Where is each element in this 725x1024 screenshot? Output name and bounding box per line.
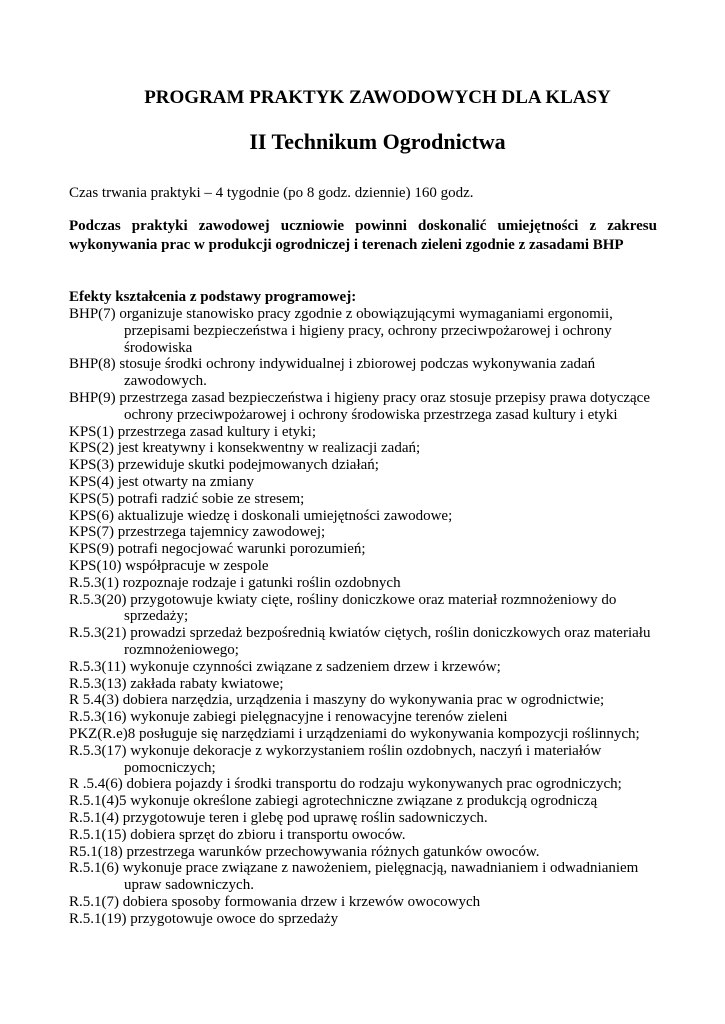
list-item <box>69 776 669 793</box>
list-item <box>69 676 669 693</box>
intro-line: Podczas praktyki zawodowej uczniowie powinni doskonalić umiejętności z zakresu <box>69 218 657 234</box>
effect-text-continuation: sprzedaży; <box>124 608 189 625</box>
list-item <box>69 810 669 827</box>
effects-list <box>69 306 669 927</box>
effect-text-continuation: pomocniczych; <box>124 759 216 776</box>
effect-text: R 5.4(3) dobiera narzędzia, urządzenia i maszyny do wykonywania prac w ogrodnictwie; <box>69 692 605 709</box>
list-item <box>69 424 669 441</box>
effect-text: R.5.3(20) przygotowuje kwiaty cięte, rośliny doniczkowe oraz materiał rozmnożeniowy do <box>69 591 617 608</box>
effect-text-continuation: ochrony przeciwpożarowej i ochrony środowiska przestrzega zasad kultury i etyki <box>124 406 618 423</box>
effect-text: KPS(6) aktualizuje wiedzę i doskonali umiejętności zawodowe; <box>69 507 453 524</box>
page-title: PROGRAM PRAKTYK ZAWODOWYCH DLA KLASY <box>144 87 611 108</box>
list-item <box>69 440 669 457</box>
list-item <box>69 474 669 491</box>
list-item <box>69 911 669 928</box>
list-item <box>69 390 669 424</box>
list-item <box>69 844 669 861</box>
list-item <box>69 726 669 743</box>
list-item <box>69 491 669 508</box>
effect-text: R.5.3(17) wykonuje dekoracje z wykorzystaniem roślin ozdobnych, naczyń i materiałów <box>69 742 602 759</box>
effect-text: PKZ(R.e)8 posługuje się narzędziami i urządzeniami do wykonywania kompozycji roślinnych; <box>69 725 640 742</box>
effect-text-continuation: rozmnożeniowego; <box>124 641 239 658</box>
effect-text: R.5.1(6) wykonuje prace związane z nawożeniem, pielęgnacją, nawadnianiem i odwadnianiem <box>69 860 639 877</box>
effect-text: KPS(9) potrafi negocjować warunki porozumień; <box>69 541 366 558</box>
effect-text: BHP(9) przestrzega zasad bezpieczeństwa i higieny pracy oraz stosuje przepisy prawa dotyczące <box>69 389 650 406</box>
effect-text: R.5.3(1) rozpoznaje rodzaje i gatunki roślin ozdobnych <box>69 574 401 591</box>
list-item <box>69 356 669 390</box>
effect-text: R.5.1(19) przygotowuje owoce do sprzedaży <box>69 910 339 927</box>
list-item <box>69 575 669 592</box>
effect-text: KPS(3) przewiduje skutki podejmowanych działań; <box>69 457 379 474</box>
list-item <box>69 524 669 541</box>
intro-paragraph <box>69 217 657 255</box>
effect-text: BHP(8) stosuje środki ochrony indywidualnej i zbiorowej podczas wykonywania zadań <box>69 356 596 373</box>
list-item <box>69 625 669 659</box>
effect-text: R.5.1(15) dobiera sprzęt do zbioru i transportu owoców. <box>69 826 406 843</box>
effect-text-continuation: środowiska <box>124 339 193 356</box>
effect-text: KPS(2) jest kreatywny i konsekwentny w realizacji zadań; <box>69 440 421 457</box>
list-item <box>69 709 669 726</box>
effect-text: R.5.3(11) wykonuje czynności związane z sadzeniem drzew i krzewów; <box>69 658 501 675</box>
page-subtitle: II Technikum Ogrodnictwa <box>249 129 506 154</box>
duration-text: Czas trwania praktyki – 4 tygodnie (po 8 godz. dziennie) 160 godz. <box>69 185 474 201</box>
effect-text: KPS(10) współpracuje w zespole <box>69 557 269 574</box>
effect-text: KPS(4) jest otwarty na zmiany <box>69 473 254 490</box>
effect-text: R.5.3(21) prowadzi sprzedaż bezpośrednią kwiatów ciętych, roślin doniczkowych oraz materiału <box>69 625 651 642</box>
intro-line: wykonywania prac w produkcji ogrodniczej i terenach zieleni zgodnie z zasadami BHP <box>69 237 624 253</box>
effect-text-continuation: zawodowych. <box>124 373 207 390</box>
list-item <box>69 659 669 676</box>
list-item <box>69 827 669 844</box>
list-item <box>69 860 669 894</box>
effect-text: R.5.3(13) zakłada rabaty kwiatowe; <box>69 675 284 692</box>
list-item <box>69 457 669 474</box>
effect-text-continuation: upraw sadowniczych. <box>124 877 254 894</box>
effect-text: KPS(5) potrafi radzić sobie ze stresem; <box>69 490 305 507</box>
effect-text: R.5.3(16) wykonuje zabiegi pielęgnacyjne i renowacyjne terenów zieleni <box>69 709 508 726</box>
effect-text: R.5.1(7) dobiera sposoby formowania drzew i krzewów owocowych <box>69 893 481 910</box>
list-item <box>69 743 669 777</box>
effect-text-continuation: przepisami bezpieczeństwa i higieny pracy, ochrony przeciwpożarowej i ochrony <box>124 322 612 339</box>
effect-text: KPS(7) przestrzega tajemnicy zawodowej; <box>69 524 326 541</box>
list-item <box>69 558 669 575</box>
effect-text: BHP(7) organizuje stanowisko pracy zgodnie z obowiązującymi wymaganiami ergonomii, <box>69 306 613 322</box>
list-item <box>69 793 669 810</box>
list-item <box>69 894 669 911</box>
effect-text: R.5.1(4) przygotowuje teren i glebę pod uprawę roślin sadowniczych. <box>69 809 488 826</box>
list-item <box>69 592 669 626</box>
list-item <box>69 508 669 525</box>
effect-text: R.5.1(4)5 wykonuje określone zabiegi agrotechniczne związane z produkcją ogrodniczą <box>69 793 598 810</box>
list-item <box>69 306 669 356</box>
list-item <box>69 541 669 558</box>
effect-text: KPS(1) przestrzega zasad kultury i etyki; <box>69 423 317 440</box>
list-item <box>69 692 669 709</box>
effects-heading: Efekty kształcenia z podstawy programowej: <box>69 289 357 305</box>
effect-text: R .5.4(6) dobiera pojazdy i środki transportu do rodzaju wykonywanych prac ogrodniczych; <box>69 776 622 793</box>
effect-text: R5.1(18) przestrzega warunków przechowywania różnych gatunków owoców. <box>69 843 540 860</box>
